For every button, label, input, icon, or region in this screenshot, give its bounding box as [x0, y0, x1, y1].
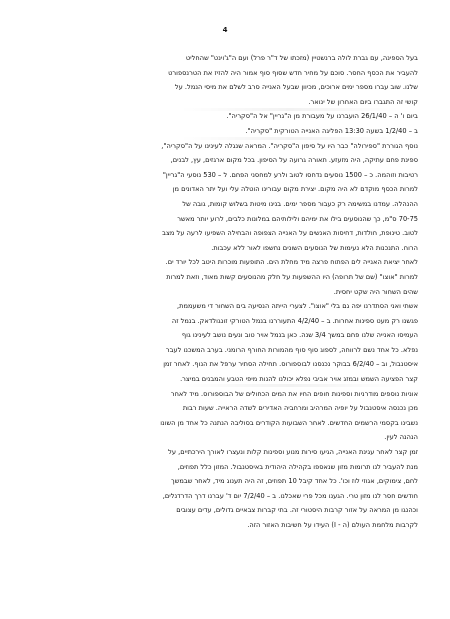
- text-line: בעל הספינה, עם גברת לולה ברנשטיין (מזכתו של ד"ר פרל) ועם ה"ג'וינט" שהחליט: [185, 54, 418, 62]
- text-line: שהים השחור היה שקט יחסית.: [333, 287, 418, 296]
- text-line: זמן קצר לאחר עגינת האנייה, הגיעו סירות מנוע וספינות קלות ונעצרו לאורך הירכתיים, על: [168, 448, 418, 457]
- text-line: נוסף הגוררת "ספירולה" כבר היו על סיפון ה"סקריה". המראה שנגלה לעינינו על ה"סקריה",: [161, 141, 418, 150]
- text-line: ספינת פחם עתיקה, היה מזעזע. תאורה גרועה על הסיפון. בכל מקום ארגזים, עץ, לבנים,: [170, 156, 418, 165]
- text-line: מנת להעביר לנו תרומות מזון שנאספו בקהילה היהודית באיסטנבול. המזון כלל תפוזים,: [177, 462, 418, 471]
- text-line: העמיסו האנייה שלנו פחם במשך 3/4 שנה. כאן בנמל אויר טוב ונעים נושב לעינינו גוף: [181, 331, 418, 340]
- text-line: למרות הכסף מוקדם לא היה מקום. יצירת מקום עבורינו הוטלה עלי ועל יתר האדונים מן: [172, 185, 418, 194]
- text-line: לטוב. טינופת, חולדות, דחיסות האנשים על האנייה הצפופה והבחילה השפיעו לרעה על מצב: [162, 229, 418, 238]
- text-line: לאחר יציאת האנייה לים הפתוח פרצה מיד מחלת הים. התופעות מוכרות היטב לכל יורד ים.: [165, 258, 418, 267]
- text-line: לחם, צימוקים, אגוזי לוז וכו'. כל אחד קיבל 10 תפוזים, זה היה תענוג מיד, לאחר שבמשך: [171, 477, 418, 486]
- text-line: רטיבות וזוהמה. כ – 1500 נוסעים נדחסו לטוב ולרע למחסני הפחם. ל – 530 נוסעי ה"גריין": [162, 170, 418, 179]
- text-line: ביום ו' ה – 26/1/40 הועברנו על מעבורת מן ה"גריין" אל ה"סקריה".: [226, 112, 418, 121]
- text-line: הנהנה לעין.: [384, 433, 418, 442]
- text-line: הרוח. התנכנות הלא נעימות של הנוסעים השונים נחשפו לאור ללא עכבות.: [211, 243, 418, 252]
- text-line: נשבינו בקסמי הרשמים החדשים. לאחר השבועות הקודרים בסוליבה הנתנה כל אחד מן השונו: [160, 418, 418, 427]
- text-line: קצר הפציעה השמש ובמזג אויר אביבי נפלא יכולנו להנות מיפי הטבע והמבנים במיצר.: [180, 375, 418, 384]
- text-line: ב – 1/2/40 בשעה 13:30 הפליגה האנייה הטורקית "סקריה".: [245, 126, 418, 135]
- text-line: למרות "אוצו" (שם של תרופה) היו ההשפעות על חלק מהנוסעים קשות מאוד, וזאת למרות: [166, 272, 418, 281]
- text-line: איסטנבול, וב – 6/2/40 בבוקר נכנסנו לבוספורוס. תחילה הסתיר ערפל את הנוף. לאחר זמן: [163, 360, 418, 369]
- text-line: נפלא. כל אחד נשם לרווחה, לספוג סוף סוף מהמורות החורף הרומני. בערב המשכנו לעבר: [165, 345, 418, 354]
- text-line: אוניות נוספים מודרניות וספינות חופים החיו את המים הכחולים של הבוספורוס. מיד לאחר: [170, 389, 418, 398]
- text-line: וכהנגו מן המראה על אזור קרבות היסטורי זה. בתי קברות צבאיים גדולים, עדים עצובים: [176, 506, 418, 515]
- text-line: פגשנו רק מעט ספינות אחרות. ב – 4/2/40 התעוררנו בנמל הטורקי זונגולדאק. בנמל זה: [171, 316, 418, 325]
- text-line: חודשים חסר לנו מזון טרי. הגענו מכל פרי שאכלנו. ב – 7/2/40 יום ד' עברנו דרך הדרדנלים,: [162, 491, 418, 500]
- page-number: 4: [222, 26, 228, 34]
- text-line: להעביר את הכסף החסר. סוכם על מחיר חדש שסוף סוף אמור היה להזיז את הטרנספורט: [168, 68, 418, 77]
- text-line: קושי זה התגברו ביום האחרון של ינואר.: [308, 97, 418, 106]
- text-line: 70-75 ס"מ, כך שהנוסעים בילו את ימיהם ולילותיהם במלונות כלבים, לרוע יותר מאשר: [177, 214, 418, 223]
- text-line: אשתי ואני הסתדרנו יפה גם בלי "אוצו". לצערי הייתה הנסיעה בים השחור די משעממת,: [177, 302, 418, 311]
- body-text: [34, 51, 418, 533]
- text-line: לקרבות מלחמת העולם (ה - I) העידו על חשיבות האזור הזה.: [247, 521, 418, 529]
- text-line: ההנהלה. עמדנו במשימה רק כעבור מספר ימים. בנינו מיטות בשלוש קומות, גובה של: [182, 199, 418, 208]
- text-line: מכן נכנסה איסטנבול על יופיה המרהיב ומרחביה האדירים לשדה הראייה. שעות רבות: [182, 404, 418, 413]
- text-line: שלנו. שוב עברו מספר ימים ארוכים, מכיוון שבעל האנייה סרב לשלם את מיסי הנמל. על: [174, 83, 418, 92]
